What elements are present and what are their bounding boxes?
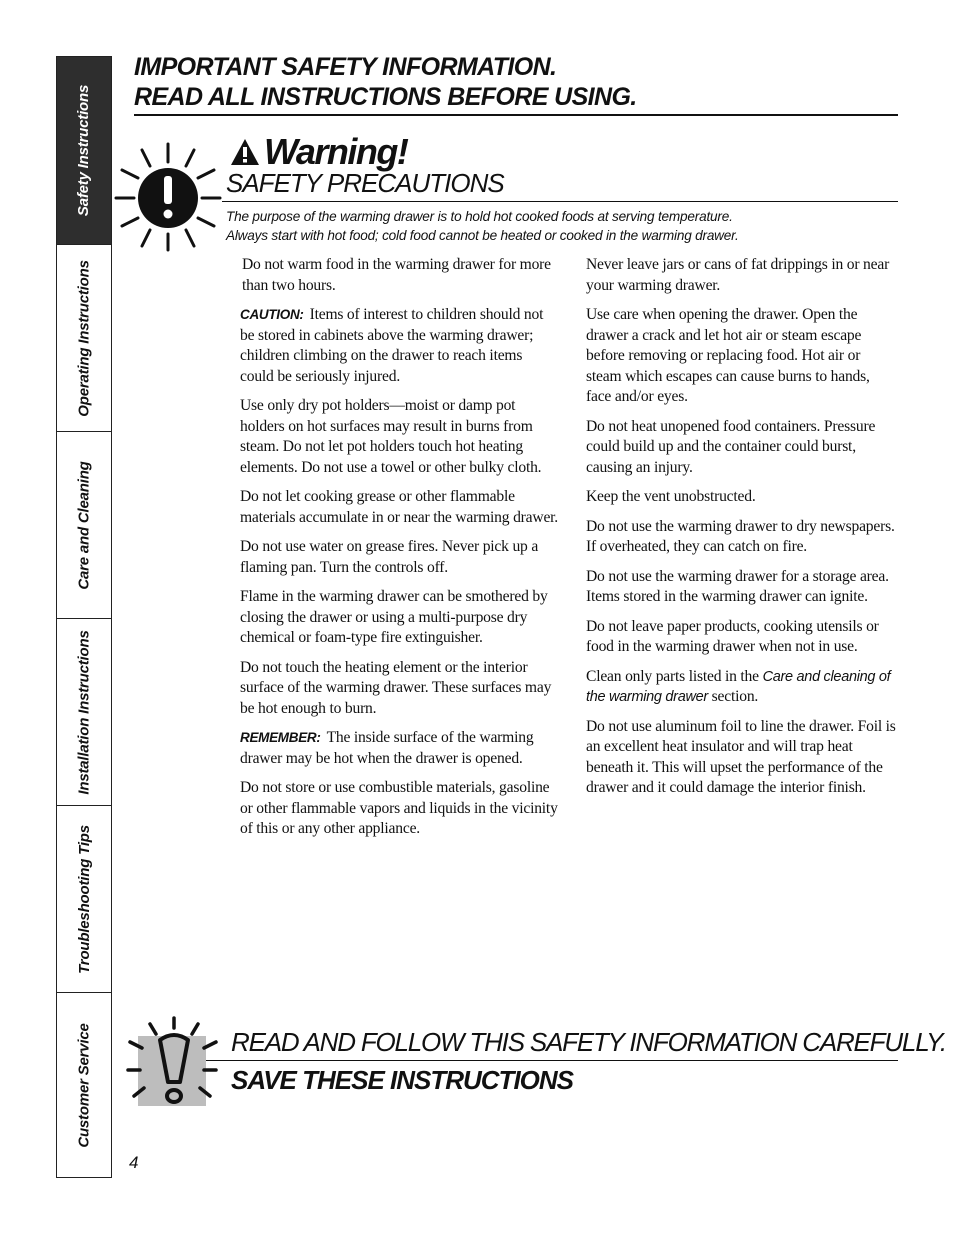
paragraph: Flame in the warming drawer can be smothered by closing the drawer or using a multi-purpose dry chemical or foam-type fire extinguisher. [240,588,548,646]
paragraph: Do not use the warming drawer for a storage area. Items stored in the warming drawer can ignite. [586,567,889,605]
warning-intro [226,207,906,245]
caution-label: CAUTION: [240,307,304,322]
paragraph: Do not heat unopened food containers. Pressure could build up and the container could burst, causing an injury. [586,417,876,476]
footer-notice: READ AND FOLLOW THIS SAFETY INFORMATION CAREFULLY. [231,1027,946,1057]
intro-line-2: Always start with hot food; cold food cannot be heated or cooked in the warming drawer. [226,228,739,243]
caution-text: Items of interest to children should not be stored in cabinets above the warming drawer; children climbing on the drawer to reach items could be seriously injured. [240,306,544,385]
tab-customer-service[interactable] [57,993,111,1177]
tab-operating-instructions[interactable] [57,245,111,432]
tab-troubleshooting-tips[interactable] [57,806,111,993]
paragraph: Do not touch the heating element or the interior surface of the warming drawer. These surfaces may be hot enough to burn. [240,658,552,717]
page-header [134,52,898,112]
paragraph: Never leave jars or cans of fat drippings in or near your warming drawer. [586,256,890,294]
right-column [586,255,898,808]
header-line-1: IMPORTANT SAFETY INFORMATION. [134,53,557,81]
paragraph [240,305,558,387]
remember-label: REMEMBER: [240,730,321,745]
paragraph [586,667,898,708]
paragraph: Use only dry pot holders—moist or damp pot holders on hot surfaces may result in burns from steam. Do not let pot holders touch hot heating elements. Do not use a towel or other bulky cloth. [240,397,542,476]
paragraph: Do not let cooking grease or other flammable materials accumulate in or near the warming drawer. [240,488,558,526]
exclamation-burst-icon [124,1012,220,1112]
tab-safety-instructions[interactable] [57,57,111,245]
tab-label: Customer Service [75,1022,93,1148]
tab-label: Installation Instructions [75,629,93,795]
tab-installation-instructions[interactable] [57,619,111,806]
header-divider [134,114,898,116]
paragraph: Keep the vent unobstructed. [586,488,756,505]
warning-subtitle: SAFETY PRECAUTIONS [226,168,504,198]
header-line-2: READ ALL INSTRUCTIONS BEFORE USING. [134,83,637,111]
paragraph [240,728,558,769]
exclamation-burst-icon [112,140,224,252]
tab-label: Troubleshooting Tips [75,824,93,974]
paragraph: Do not warm food in the warming drawer for more than two hours. [242,256,551,294]
tab-label: Safety Instructions [75,84,93,217]
tab-label: Care and Cleaning [75,460,93,590]
left-column [240,255,558,849]
warning-divider [222,201,898,202]
paragraph-text: Clean only parts listed in the [586,667,759,685]
tab-label: Operating Instructions [75,259,93,417]
warning-triangle-icon [230,138,260,166]
section-tabs [56,56,112,1178]
paragraph-text: section. [711,688,759,705]
warning-title-text: Warning! [264,131,408,172]
page-number: 4 [129,1153,139,1172]
footer-save-instructions: SAVE THESE INSTRUCTIONS [231,1065,574,1095]
remember-text: The inside surface of the warming drawer may be hot when the drawer is opened. [240,729,534,767]
paragraph: Do not leave paper products, cooking utensils or food in the warming drawer when not in use. [586,617,879,655]
tab-care-and-cleaning[interactable] [57,432,111,619]
footer-divider [206,1060,898,1061]
intro-line-1: The purpose of the warming drawer is to hold hot cooked foods at serving temperature. [226,209,733,224]
paragraph: Do not use the warming drawer to dry newspapers. If overheated, they can catch on fire. [586,517,895,555]
paragraph: Use care when opening the drawer. Open the drawer a crack and let hot air or steam escape before removing or replacing food. Hot air or steam which escapes can cause burns to hands, face and/or eyes. [586,306,870,405]
section-reference: Care and cleaning of the warming drawer [586,668,891,705]
paragraph: Do not store or use combustible materials, gasoline or other flammable vapors and liquids in the vicinity of this or any other appliance. [240,779,558,837]
paragraph: Do not use water on grease fires. Never pick up a flaming pan. Turn the controls off. [240,538,539,576]
paragraph: Do not use aluminum foil to line the drawer. Foil is an excellent heat insulator and will trap heat beneath it. This will upset the performance of the drawer and it could damage the interior finish. [586,717,896,796]
